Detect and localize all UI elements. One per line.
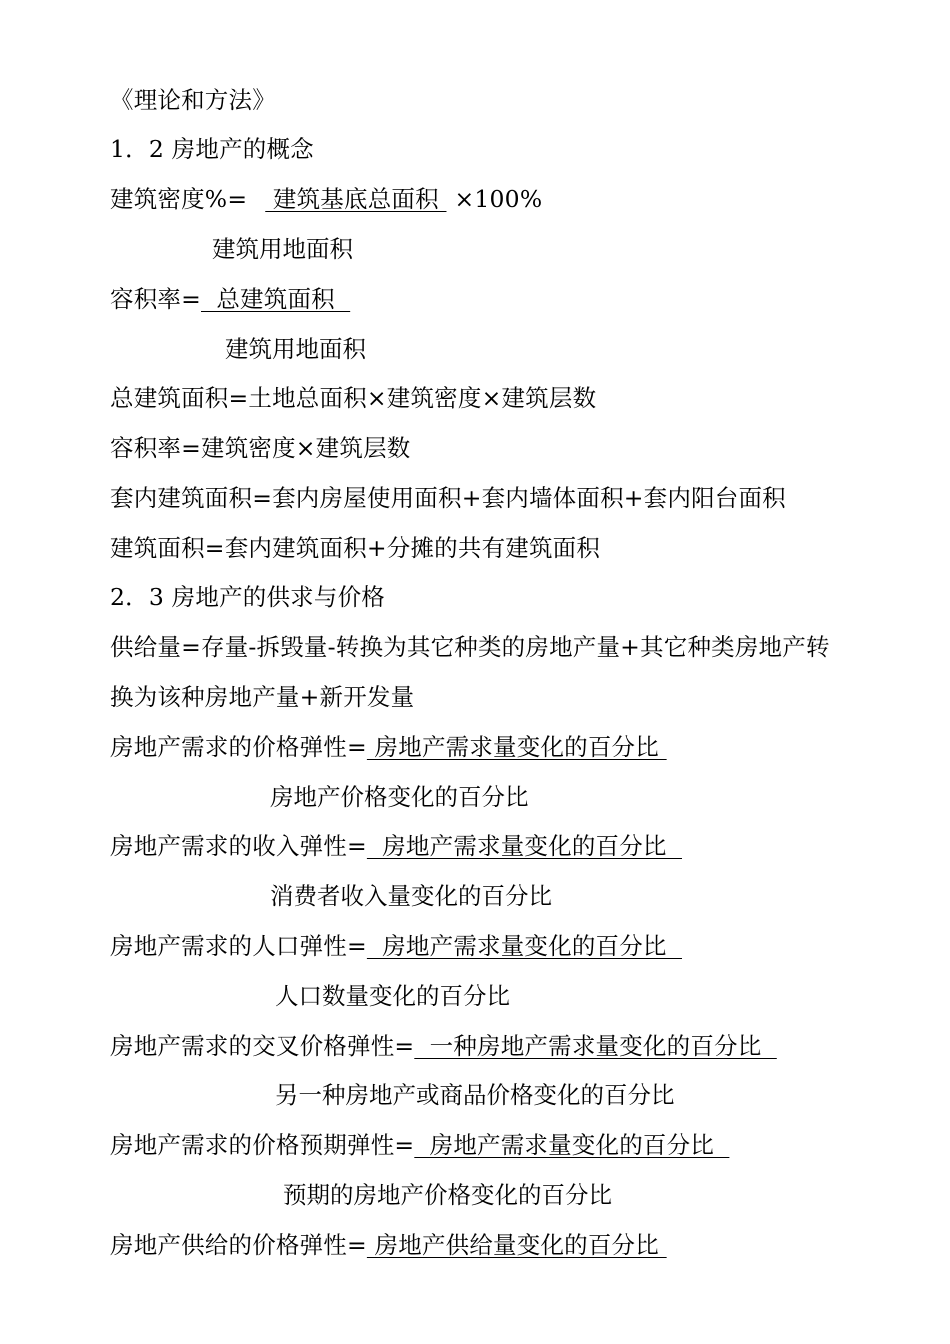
formula-numerator: 房地产需求量变化的百分比	[366, 932, 682, 960]
document-title: 《理论和方法》	[110, 86, 276, 114]
formula-denominator: 消费者收入量变化的百分比	[270, 882, 552, 910]
formula-lhs: 容积率=	[110, 285, 201, 313]
formula-numerator: 一种房地产需求量变化的百分比	[414, 1032, 777, 1060]
formula-denominator: 建筑用地面积	[225, 335, 366, 363]
equation-inner-building-area: 套内建筑面积=套内房屋使用面积+套内墙体面积+套内阳台面积	[110, 484, 786, 512]
formula-price-expectation-elasticity	[110, 1125, 729, 1165]
formula-numerator: 房地产需求量变化的百分比	[414, 1131, 730, 1159]
formula-lhs: 房地产需求的交叉价格弹性=	[110, 1032, 415, 1060]
formula-lhs: 房地产需求的人口弹性=	[110, 932, 367, 960]
formula-denominator: 房地产价格变化的百分比	[270, 783, 529, 811]
formula-numerator: 房地产需求量变化的百分比	[366, 733, 667, 761]
equation-supply-line-1: 供给量=存量-拆毁量-转换为其它种类的房地产量+其它种类房地产转	[110, 633, 830, 661]
formula-numerator: 总建筑面积	[201, 285, 351, 313]
formula-tail: ×100%	[454, 185, 543, 213]
formula-population-elasticity	[110, 926, 682, 966]
formula-income-elasticity	[110, 826, 682, 866]
formula-lhs: 房地产需求的价格预期弹性=	[110, 1131, 415, 1159]
section-heading-supply-demand: 2．3 房地产的供求与价格	[110, 583, 385, 611]
equation-building-area: 建筑面积=套内建筑面积+分摊的共有建筑面积	[110, 534, 601, 562]
formula-denominator: 建筑用地面积	[212, 235, 353, 263]
formula-price-elasticity	[110, 727, 667, 767]
formula-cross-price-elasticity	[110, 1026, 777, 1066]
equation-total-building-area: 总建筑面积=土地总面积×建筑密度×建筑层数	[110, 384, 597, 412]
formula-denominator: 预期的房地产价格变化的百分比	[283, 1181, 612, 1209]
formula-lhs: 房地产需求的价格弹性=	[110, 733, 367, 761]
section-heading-concept: 1．2 房地产的概念	[110, 135, 314, 163]
formula-denominator: 人口数量变化的百分比	[275, 982, 510, 1010]
formula-numerator: 房地产供给量变化的百分比	[366, 1231, 667, 1259]
equation-supply-line-2: 换为该种房地产量+新开发量	[110, 683, 415, 711]
formula-supply-price-elasticity	[110, 1225, 667, 1265]
formula-numerator: 建筑基底总面积	[265, 185, 447, 213]
formula-floor-area-ratio	[110, 279, 350, 319]
formula-lhs: 房地产需求的收入弹性=	[110, 832, 367, 860]
formula-denominator: 另一种房地产或商品价格变化的百分比	[275, 1081, 675, 1109]
formula-lhs: 建筑密度%=	[110, 185, 248, 213]
formula-lhs: 房地产供给的价格弹性=	[110, 1231, 367, 1259]
formula-numerator: 房地产需求量变化的百分比	[366, 832, 682, 860]
equation-floor-area-ratio: 容积率=建筑密度×建筑层数	[110, 434, 411, 462]
formula-building-density	[110, 179, 542, 219]
